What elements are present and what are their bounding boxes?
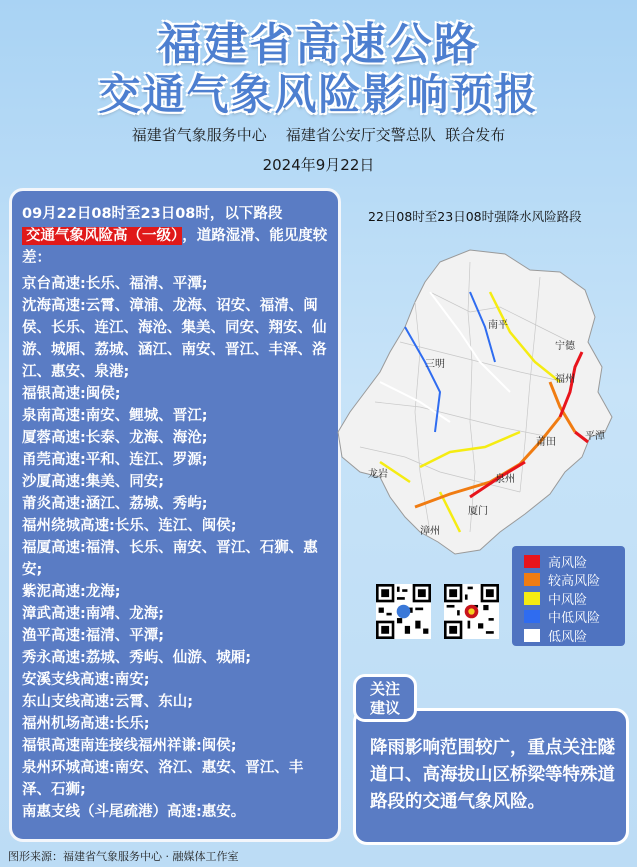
road-item: 沈海高速:云霄、漳浦、龙海、诏安、福清、闽侯、长乐、连江、海沧、集美、同安、翔安、仙游、城厢、荔城、涵江、南安、晋江、丰泽、洛江、惠安、泉港;	[22, 298, 327, 380]
legend-item	[524, 626, 587, 644]
road-list	[22, 273, 328, 823]
legend-label: 低风险	[548, 629, 588, 645]
fujian-risk-map	[320, 232, 637, 564]
road-item: 福厦高速:福清、长乐、南安、晋江、石狮、惠安;	[22, 540, 318, 578]
road-item: 安溪支线高速:南安;	[22, 672, 150, 688]
road-item: 京台高速:长乐、福清、平潭;	[22, 276, 208, 292]
forecast-risk-line	[22, 225, 328, 269]
advice-label	[353, 674, 417, 722]
advice-label-line2: 建议	[369, 699, 400, 717]
legend-swatch	[524, 592, 540, 605]
road-item: 福州绕城高速:长乐、连江、闽侯;	[22, 518, 237, 534]
map-label-sanming: 三明	[425, 359, 445, 370]
road-item: 莆炎高速:涵江、荔城、秀屿;	[22, 496, 208, 512]
road-item: 福银高速南连接线福州祥谦:闽侯;	[22, 738, 237, 754]
legend-label: 中风险	[548, 592, 588, 608]
road-item: 渔平高速:福清、平潭;	[22, 628, 165, 644]
road-item: 厦蓉高速:长泰、龙海、海沧;	[22, 430, 208, 446]
map-label-nanping: 南平	[488, 320, 508, 331]
advice-label-line1: 关注	[369, 680, 400, 698]
legend-swatch	[524, 573, 540, 586]
advice-text: 降雨影响范围较广，重点关注隧道口、高海拔山区桥梁等特殊道路段的交通气象风险。	[370, 738, 615, 812]
road-item: 泉州环城高速:南安、洛江、惠安、晋江、丰泽、石狮;	[22, 760, 304, 798]
legend-item	[524, 571, 600, 589]
road-item: 福州机场高速:长乐;	[22, 716, 150, 732]
road-item: 秀永高速:荔城、秀屿、仙游、城厢;	[22, 650, 252, 666]
map-label-xiamen: 厦门	[468, 506, 488, 517]
forecast-panel	[9, 188, 341, 842]
road-item: 漳武高速:南靖、龙海;	[22, 606, 165, 622]
road-item: 南惠支线（斗尾疏港）高速:惠安。	[22, 804, 246, 820]
qr-code-right	[444, 584, 499, 639]
map-title: 22日08时至23日08时强降水风险路段	[368, 209, 582, 224]
forecast-intro: 09月22日08时至23日08时，以下路段	[22, 206, 283, 222]
issue-date: 2024年9月22日	[262, 156, 375, 174]
legend-item	[524, 608, 600, 626]
map-label-pingtan: 平潭	[585, 431, 605, 442]
legend-swatch	[524, 629, 540, 642]
main-title-line2: 交通气象风险影响预报	[98, 70, 539, 119]
forecast-text	[22, 203, 328, 823]
legend-label: 中低风险	[548, 611, 601, 626]
road-item: 紫泥高速:龙海;	[22, 584, 121, 600]
road-item: 泉南高速:南安、鲤城、晋江;	[22, 408, 208, 424]
map-label-zhangzhou: 漳州	[420, 526, 440, 537]
legend-swatch	[524, 555, 540, 568]
map-label-fuzhou: 福州	[555, 374, 575, 385]
legend-label: 高风险	[548, 555, 588, 571]
issuer-line: 福建省气象服务中心 福建省公安厅交警总队 联合发布	[131, 126, 506, 144]
legend-label: 较高风险	[548, 574, 601, 589]
legend-swatch	[524, 610, 540, 623]
risk-legend	[512, 546, 625, 646]
map-label-longyan: 龙岩	[368, 469, 388, 480]
road-item: 甬莞高速:平和、连江、罗源;	[22, 452, 208, 468]
advice-panel	[353, 708, 629, 845]
footer-source: 图形来源：福建省气象服务中心 · 融媒体工作室	[8, 850, 239, 863]
map-label-ningde: 宁德	[555, 341, 575, 352]
legend-item	[524, 589, 587, 607]
map-label-putian: 莆田	[536, 437, 556, 448]
road-item: 福银高速:闽侯;	[22, 386, 121, 402]
forecast-intro-tail: ，道路湿滑、能见度较差：	[22, 228, 328, 266]
risk-level-highlight: 交通气象风险高（一级）	[22, 227, 182, 245]
legend-item	[524, 552, 587, 570]
main-title-line1: 福建省高速公路	[157, 19, 480, 70]
map-label-quanzhou: 泉州	[495, 474, 515, 485]
road-item: 东山支线高速:云霄、东山;	[22, 694, 194, 710]
qr-code-left	[376, 584, 431, 639]
road-item: 沙厦高速:集美、同安;	[22, 474, 165, 490]
